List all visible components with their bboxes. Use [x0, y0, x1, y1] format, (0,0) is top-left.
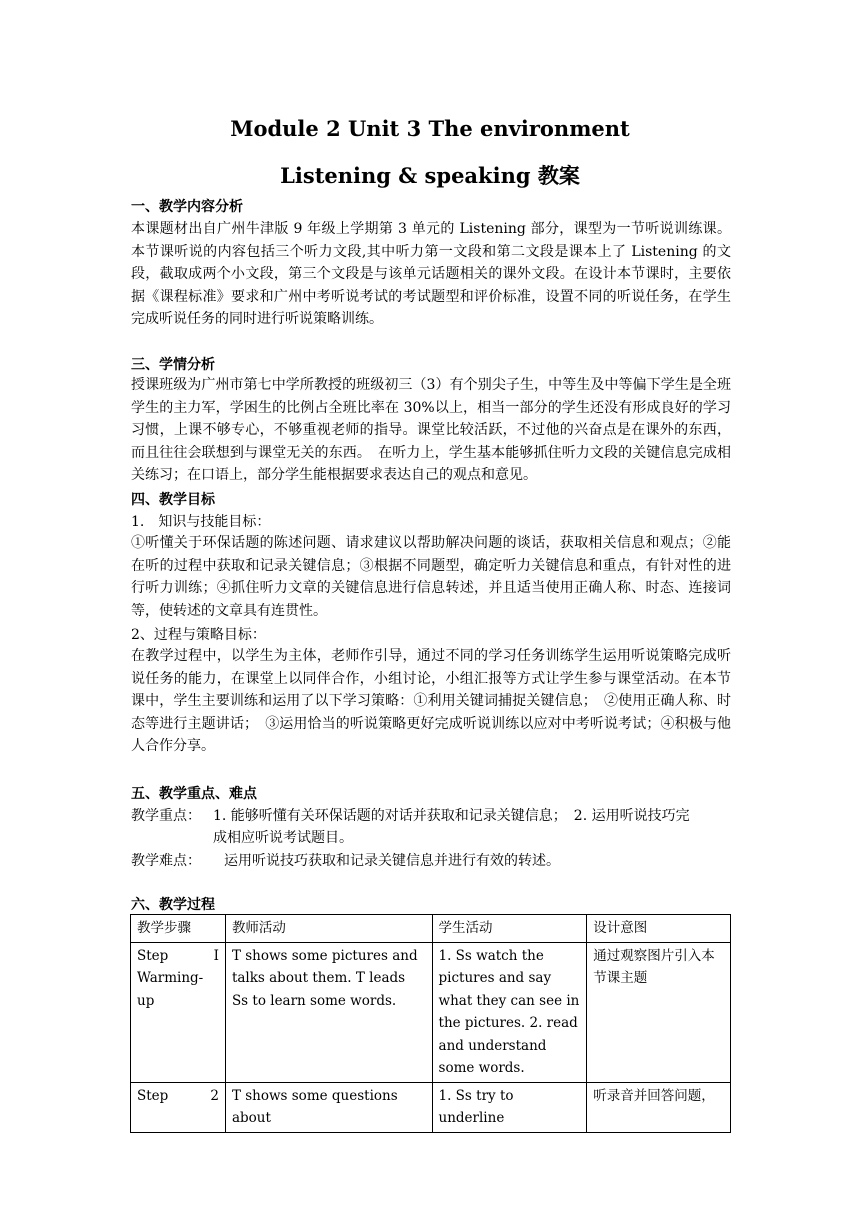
teacher-activity-cell: T shows some pictures and talks about them. T leads Ss to learn some words.: [225, 942, 432, 1082]
key-point-label: 教学重点：: [131, 808, 201, 824]
step-number: I: [213, 947, 219, 964]
objective-paragraph-2: 在教学过程中，以学生为主体，老师作引导，通过不同的学习任务训练学生运用听说策略完成听说任务的能力，在课堂上以同伴合作，小组讨论，小组汇报等方式让学生参与课堂活动。在本节课中，学生主要训练和运用了以下学习策略：①利用关键词捕捉关键信息； ②使用正确人称、时态等进行主题讲话； ③运用恰当的听说策略更好完成听说训练以应对中考听说考试；④积极与他人合作分享。: [131, 648, 731, 754]
section-heading-process: 六、教学过程: [131, 897, 215, 913]
step-cell: [131, 942, 226, 1082]
table-row: [131, 1082, 731, 1132]
table-row: [131, 942, 731, 1082]
objective-paragraph-1: ①听懂关于环保话题的陈述问题、请求建议以帮助解决问题的谈话，获取相关信息和观点；②能在听的过程中获取和记录关键信息；③根据不同题型，确定听力关键信息和重点，有针对性的进行听力训练；④抓住听力文章的关键信息进行信息转述，并且适当使用正确人称、时态、连接词等，使转述的文章具有连贯性。: [131, 535, 731, 619]
design-intent-cell: 通过观察图片引入本节课主题: [587, 942, 731, 1082]
header-cell-teacher: 教师活动: [225, 915, 432, 943]
difficulty-label: 教学难点：: [131, 853, 201, 869]
section-heading-student-analysis: 三、学情分析: [131, 357, 215, 373]
document-title: Module 2 Unit 3 The environment: [230, 116, 630, 141]
teaching-process-table: [130, 914, 731, 1133]
section-heading-objectives: 四、教学目标: [131, 492, 215, 508]
objective-sub-heading-2: 2、过程与策略目标：: [131, 627, 266, 643]
student-analysis-paragraph: 授课班级为广州市第七中学所教授的班级初三（3）有个别尖子生，中等生及中等偏下学生是全班学生的主力军，学困生的比例占全班比率在 30%以上，相当一部分的学生还没有形成良好的学习习惯，上课不够专心，不够重视老师的指导。课堂比较活跃，不过他的兴奋点是在课外的东西，而且往往会联想到与课堂无关的东西。 在听力上，学生基本能够抓住听力文段的关键信息完成相关练习；在口语上，部分学生能根据要求表达自己的观点和意见。: [131, 377, 731, 483]
step-cell: [131, 1082, 226, 1132]
key-point-text-line-2: 成相应听说考试题目。: [213, 830, 353, 846]
document-subtitle: Listening & speaking 教案: [280, 163, 580, 188]
key-point-text-line-1: 1. 能够听懂有关环保话题的对话并获取和记录关键信息； 2. 运用听说技巧完: [213, 808, 690, 824]
objective-sub-heading-1: 1. 知识与技能目标：: [131, 514, 271, 530]
header-cell-step: 教学步骤: [131, 915, 226, 943]
step-number: 2: [210, 1087, 219, 1104]
table-header-row: [131, 915, 731, 943]
design-intent-cell: 听录音并回答问题，: [587, 1082, 731, 1132]
step-word: Step: [137, 1087, 169, 1104]
student-activity-cell: 1. Ss try to underline: [432, 1082, 587, 1132]
content-analysis-paragraph: 本课题材出自广州牛津版 9 年级上学期第 3 单元的 Listening 部分，课型为一节听说训练课。本节课听说的内容包括三个听力文段,其中听力第一文段和第二文段是课本上了 Listening 的文段，截取成两个小文段，第三个文段是与该单元话题相关的课外文段。在设计本节课时，主要依据《课程标准》要求和广州中考听说考试的考试题型和评价标准，设置不同的听说任务，在学生完成听说任务的同时进行听说策略训练。: [131, 221, 731, 327]
section-heading-content-analysis: 一、教学内容分析: [131, 199, 243, 215]
step-word: Step: [137, 947, 169, 964]
difficulty-text: 运用听说技巧获取和记录关键信息并进行有效的转述。: [224, 853, 560, 869]
teacher-activity-cell: T shows some questions about: [225, 1082, 432, 1132]
header-cell-intent: 设计意图: [587, 915, 731, 943]
student-activity-cell: 1. Ss watch the pictures and say what they can see in the pictures. 2. read and understand some words.: [432, 942, 587, 1082]
step-name: Warming-up: [137, 970, 204, 1009]
header-cell-student: 学生活动: [432, 915, 587, 943]
section-heading-key-points: 五、教学重点、难点: [131, 786, 257, 802]
